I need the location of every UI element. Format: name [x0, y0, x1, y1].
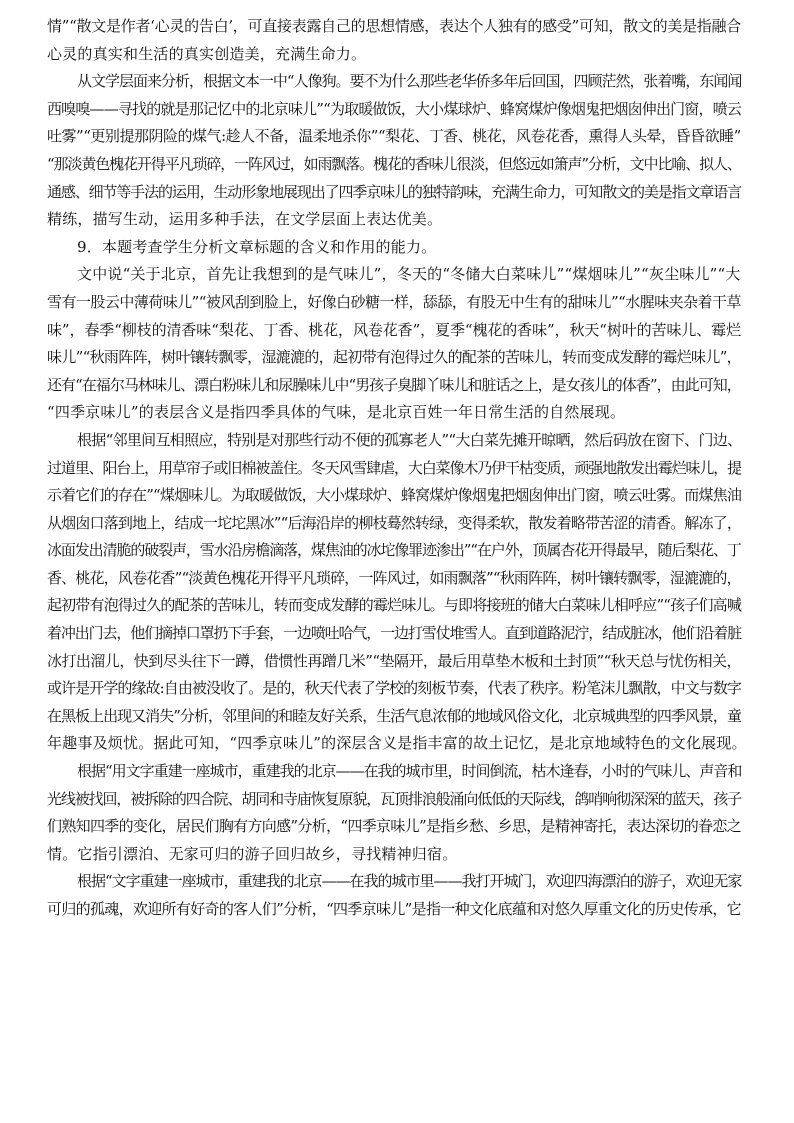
- text-line: 吐雾”“更别提那阴险的煤气:趁人不备，温柔地杀你”“梨花、丁香、桃花，风卷花香，熏得人头晕，昏昏欲睡”: [47, 127, 741, 146]
- text-line: 根据“邻里间互相照应，特别是对那些行动不便的孤寡老人”“大白菜先摊开晾晒，然后码放在窗下、门边、: [77, 430, 742, 449]
- text-line: 在黑板上出现又消失”分析，邻里间的和睦友好关系，生活气息浓郁的地域风俗文化，北京城典型的四季风景，童: [47, 706, 741, 725]
- paragraph: [47, 13, 751, 68]
- text-line: 冰打出溜儿，快到尽头往下一蹲，借惯性再蹭几米”“垫隔开，最后用草垫木板和土封顶”“秋天总与忧伤相关，: [47, 651, 741, 670]
- paragraph: [47, 68, 751, 234]
- text-line: 雪有一股云中薄荷味儿”“被风刮到脸上，好像白砂糖一样，舔舔，有股无中生有的甜味儿”“水腥味夹杂着干草: [47, 292, 741, 311]
- paragraph: [47, 234, 751, 262]
- text-line: 年趣事及烦忧。据此可知，“四季京味儿”的深层含义是指丰富的故土记忆，是北京地域特色的文化展现。: [47, 734, 747, 753]
- text-line: 或许是开学的缘故:自由被没收了。是的，秋天代表了学校的刻板节奏，代表了秩序。粉笔沫儿飘散，中文与数字: [47, 679, 741, 698]
- text-line: 着冲出门去，他们摘掉口罩扔下手套，一边喷吐哈气，一边打雪仗堆雪人。直到道路泥泞，结成脏冰，他们沿着脏: [47, 624, 741, 643]
- text-line: “那淡黄色槐花开得平凡琐碎，一阵风过，如雨飘落。槐花的香味儿很淡，但悠远如箫声”分析，文中比喻、拟人、: [47, 154, 741, 173]
- text-line: 心灵的真实和生活的真实创造美，充满生命力。: [47, 44, 367, 63]
- text-line: 西嗅嗅——寻找的就是那记忆中的北京味儿”“为取暖做饭，大小煤球炉、蜂窝煤炉像烟鬼把烟囱伸出门窗，喷云: [47, 99, 741, 118]
- text-line: 通感、细节等手法的运用，生动形象地展现出了四季京味儿的独特韵味，充满生命力，可知散文的美是指文章语言: [47, 182, 741, 201]
- text-line: 9．本题考查学生分析文章标题的含义和作用的能力。: [77, 237, 437, 256]
- text-line: 味儿”“秋雨阵阵，树叶镶转飘零，湿漉漉的，起初带有泡得过久的配茶的苦味儿，转而变成发酵的霉烂味儿”，: [47, 348, 741, 367]
- text-line: 冰面发出清脆的破裂声，雪水沿房檐滴落，煤焦油的冰坨像罪迹渗出”“在户外，顶属杏花开得最早，随后梨花、丁: [47, 541, 741, 560]
- text-line: 味”，春季“柳枝的清香味“梨花、丁香、桃花，风卷花香”，夏季“槐花的香味”，秋天“树叶的苦味儿、霉烂: [47, 320, 741, 339]
- text-line: “四季京味儿”的表层含义是指四季具体的气味，是北京百姓一年日常生活的自然展现。: [47, 403, 626, 422]
- text-line: 香、桃花，风卷花香”“淡黄色槐花开得平凡琐碎，一阵风过，如雨飘落”“秋雨阵阵，树叶镶转飘零，湿漉漉的，: [47, 568, 741, 587]
- text-line: 文中说“关于北京，首先让我想到的是气味儿”，冬天的“冬储大白菜味儿”“煤烟味儿”“灰尘味儿”“大: [77, 265, 741, 284]
- paragraph: [47, 261, 751, 427]
- paragraph: [47, 758, 751, 868]
- text-line: 起初带有泡得过久的配茶的苦味儿，转而变成发酵的霉烂味儿。与即将接班的储大白菜味儿相呼应”“孩子们高喊: [47, 596, 741, 615]
- text-line: 们熟知四季的变化，居民们胸有方向感”分析，“四季京味儿”是指乡愁、乡思，是精神寄托，表达深切的眷恋之: [47, 817, 741, 836]
- paragraph: [47, 427, 751, 758]
- text-line: 根据“文字重建一座城市，重建我的北京——在我的城市里——我打开城门，欢迎四海漂泊的游子，欢迎无家: [77, 872, 742, 891]
- text-line: 可归的孤魂，欢迎所有好奇的客人们”分析，“四季京味儿”是指一种文化底蕴和对悠久厚重文化的历史传承，它: [47, 900, 741, 918]
- text-line: 精练，描写生动，运用多种手法，在文学层面上表达优美。: [47, 210, 443, 229]
- document-page: [47, 13, 751, 924]
- text-line: 从文学层面来分析，根据文本一中“人像狗。要不为什么那些老华侨多年后回国，四顾茫然，张着嘴，东闻闻: [77, 72, 742, 91]
- text-line: 还有“在福尔马林味儿、漂白粉味儿和尿臊味儿中“男孩子臭脚丫味儿和脏话之上，是女孩儿的体香”，由此可知，: [47, 375, 741, 394]
- text-line: 光线被找回，被拆除的四合院、胡同和寺庙恢复原貌，瓦顶排浪般涌向低低的天际线，鸽哨响彻深深的蓝天，孩子: [47, 789, 741, 808]
- text-line: 从烟囱口落到地上，结成一坨坨黑冰”“后海沿岸的柳枝蓦然转绿，变得柔软，散发着略带苦涩的清香。解冻了，: [47, 513, 741, 532]
- text-line: 示着它们的存在”“煤烟味儿。为取暖做饭，大小煤球炉、蜂窝煤炉像烟鬼把烟囱伸出门窗，喷云吐雾。而煤焦油: [47, 486, 741, 505]
- text-line: 根据“用文字重建一座城市，重建我的北京——在我的城市里，时间倒流，枯木逢春，小时的气味儿、声音和: [77, 762, 742, 781]
- text-line: 情”“散文是作者‘心灵的告白’，可直接表露自己的思想情感，表达个人独有的感受”可知，散文的美是指融合: [47, 17, 741, 35]
- paragraph: [47, 868, 751, 923]
- text-line: 过道里、阳台上，用草帘子或旧棉被盖住。冬天风雪肆虐，大白菜像木乃伊干枯变质，顽强地散发出霉烂味儿，提: [47, 458, 741, 477]
- text-line: 情。它指引漂泊、无家可归的游子回归故乡，寻找精神归宿。: [47, 844, 458, 863]
